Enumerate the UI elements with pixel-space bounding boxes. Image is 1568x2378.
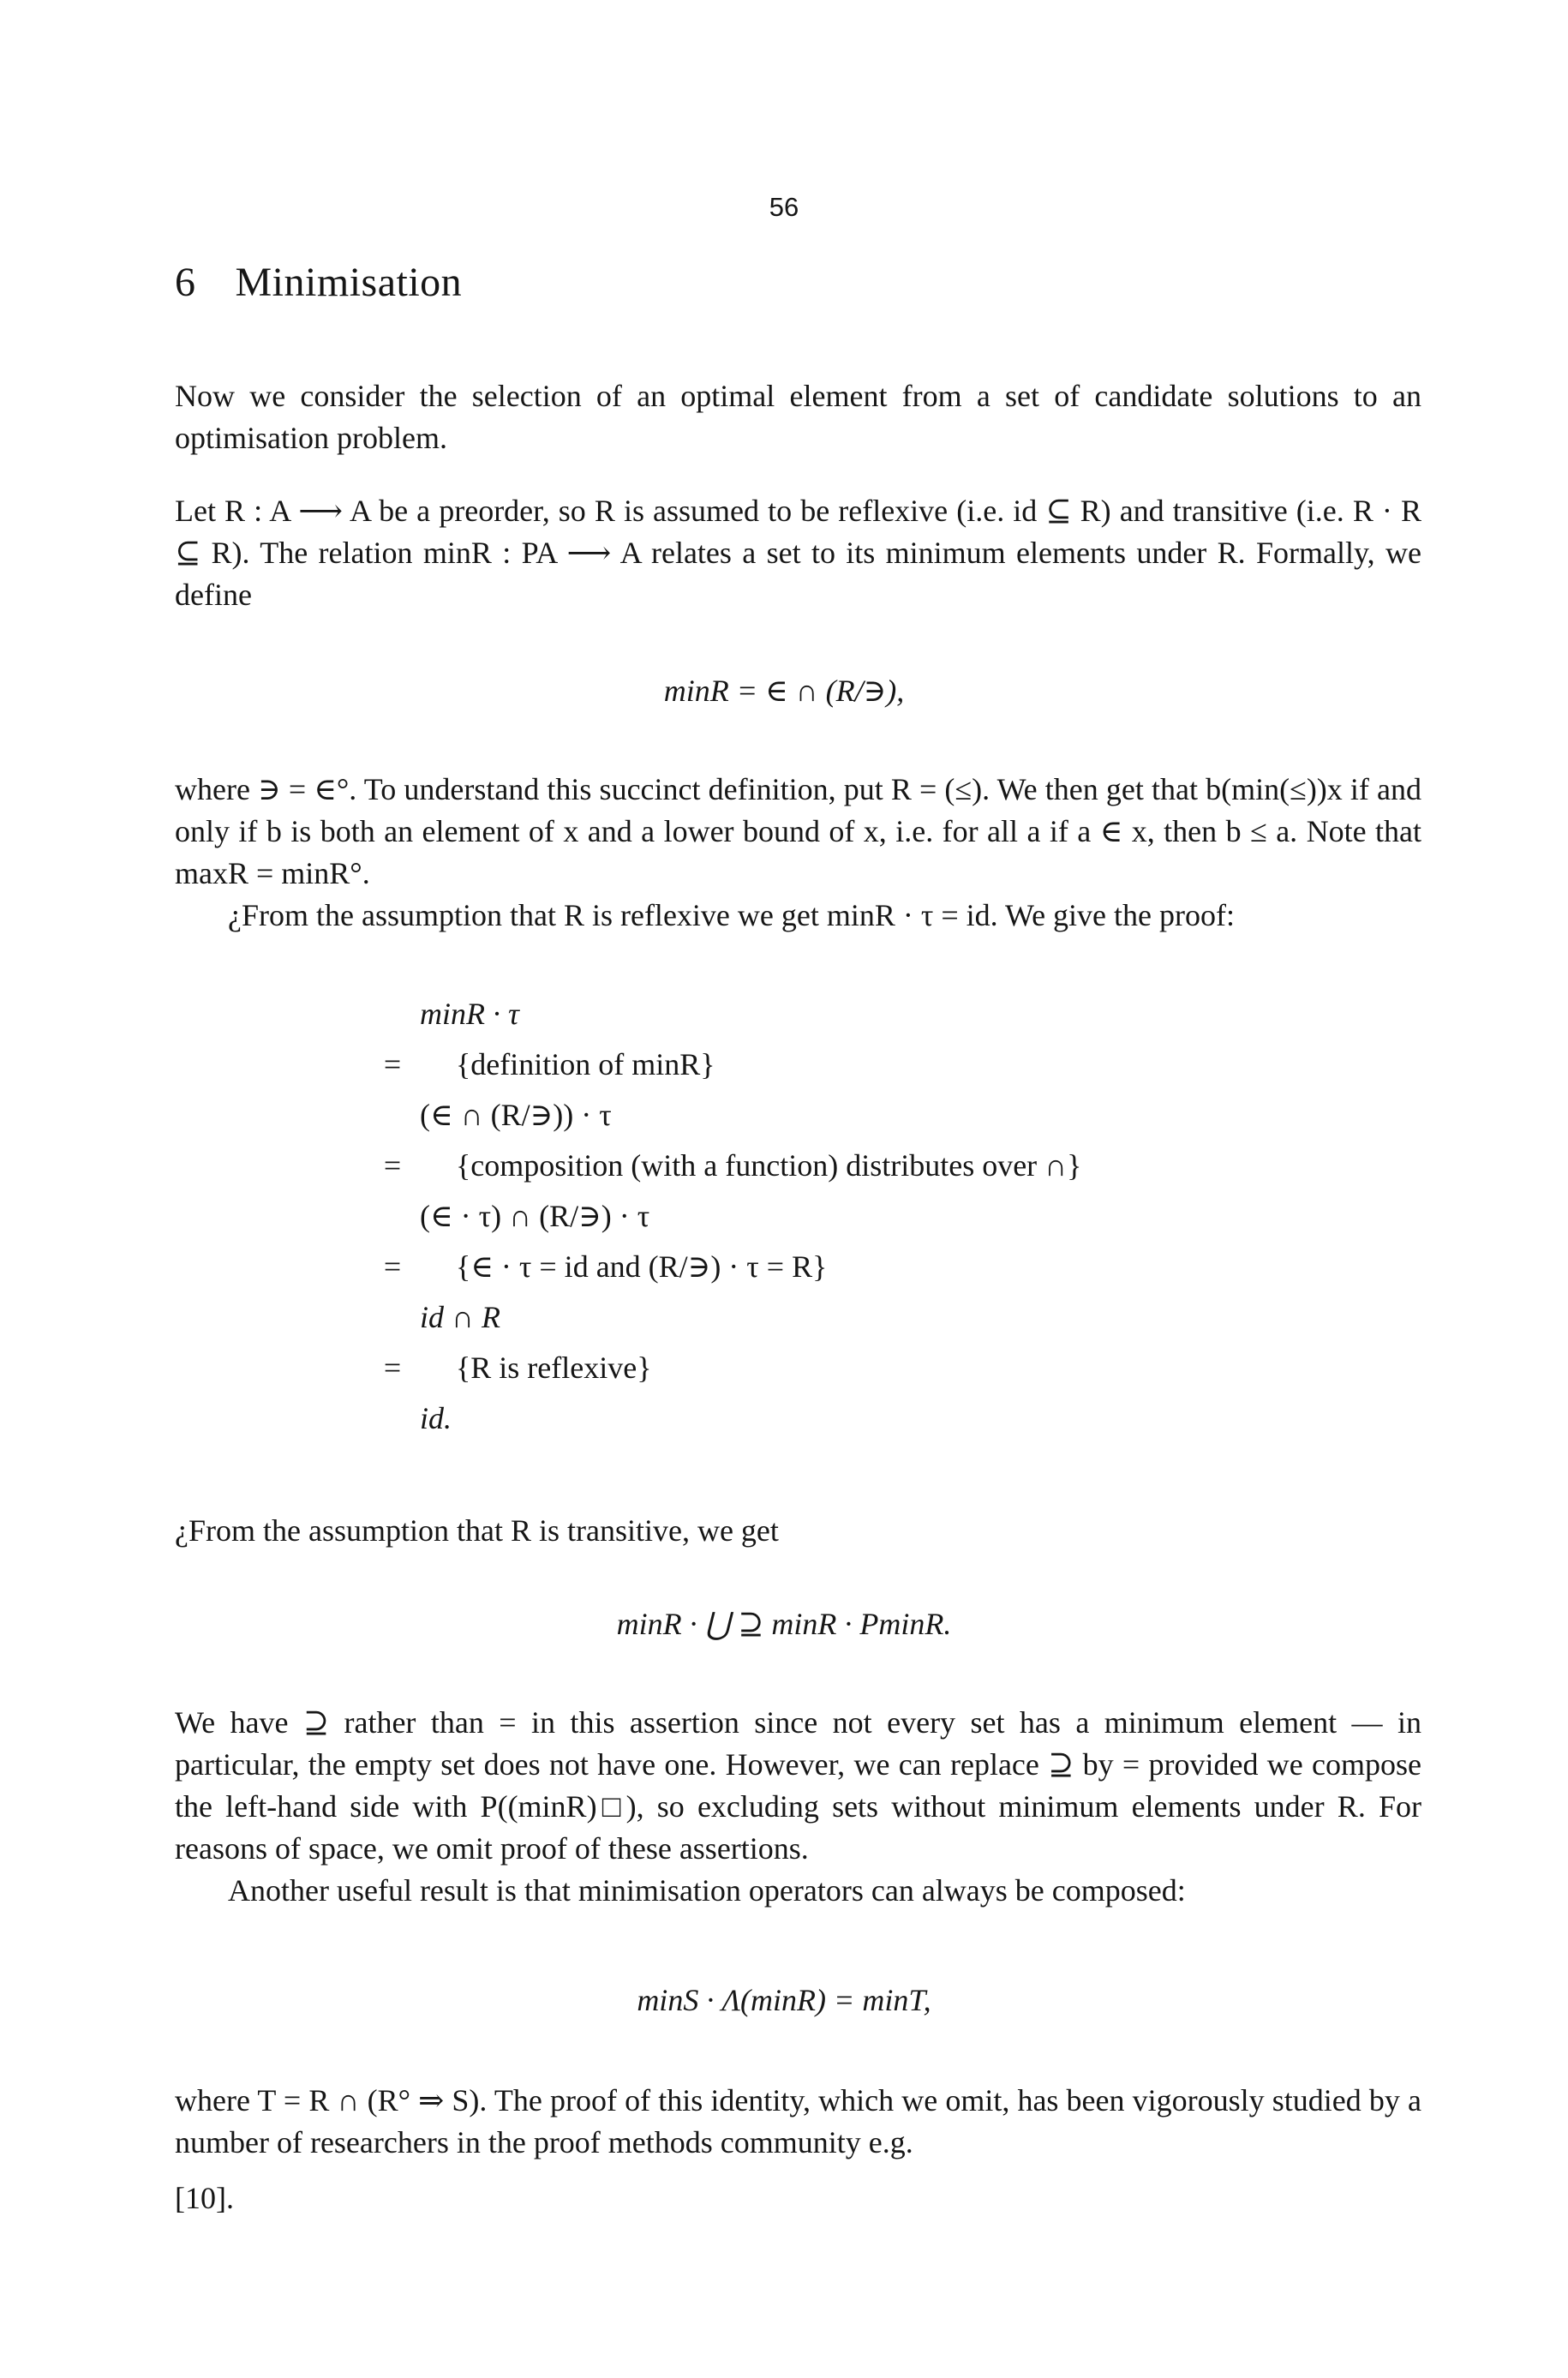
proof-expression: id. — [420, 1401, 452, 1435]
proof-expression: (∈ ∩ (R/∋)) · τ — [420, 1098, 612, 1132]
proof-hint: {definition of minR} — [456, 1047, 715, 1081]
proof-expression: (∈ · τ) ∩ (R/∋) · τ — [420, 1199, 650, 1233]
proof-expression: minR · τ — [420, 997, 519, 1031]
citation-reference: [10]. — [175, 2181, 234, 2215]
equation-min-definition: minR = ∈ ∩ (R/∋), — [663, 674, 905, 708]
equation-transitive: minR · ⋃ ⊇ minR · PminR. — [616, 1607, 952, 1641]
paragraph-reflexive: ¿From the assumption that R is reflexive we get minR · τ = id. We give the proof: — [228, 898, 1235, 932]
proof-operator: = — [383, 1148, 402, 1183]
proof-hint: {∈ · τ = id and (R/∋) · τ = R} — [456, 1249, 828, 1284]
paragraph-intro: Now we consider the selection of an optimal element from a set of candidate solutions to an optimisation problem. — [175, 379, 1421, 455]
proof-operator: = — [383, 1351, 402, 1385]
proof-operator: = — [383, 1249, 402, 1284]
page-number: 56 — [769, 192, 799, 222]
paragraph-composed: Another useful result is that minimisation operators can always be composed: — [228, 1873, 1186, 1908]
paragraph-identity: where T = R ∩ (R° ⇒ S). The proof of this identity, which we omit, has been vigorously studied by a number of researchers in the proof methods community e.g. — [175, 2083, 1421, 2159]
section-heading — [175, 259, 462, 306]
proof-hint: {composition (with a function) distributes over ∩} — [456, 1148, 1082, 1183]
paragraph-transitive: ¿From the assumption that R is transitive, we get — [175, 1513, 779, 1548]
section-title: Minimisation — [235, 260, 463, 305]
paragraph-preorder: Let R : A ⟶ A be a preorder, so R is assumed to be reflexive (i.e. id ⊆ R) and transitive (i.e. R · R ⊆ R). The relation minR : PA ⟶ A relates a set to its minimum elements under R. Formally, we define — [175, 494, 1421, 612]
paragraph-superset: We have ⊇ rather than = in this assertion since not every set has a minimum element — in particular, the empty set does not have one. However, we can replace ⊇ by = provided we compose the left-hand side with P((minR)□), so excluding sets without minimum elements under R. For reasons of space, we omit proof of these assertions. — [175, 1705, 1421, 1866]
proof-hint: {R is reflexive} — [456, 1351, 652, 1385]
section-number: 6 — [175, 260, 196, 305]
proof-expression: id ∩ R — [420, 1300, 500, 1334]
equation-compose: minS · Λ(minR) = minT, — [637, 1983, 931, 2017]
paragraph-where: where ∋ = ∈°. To understand this succinct definition, put R = (≤). We then get that b(min(≤))x if and only if b is both an element of x and a lower bound of x, i.e. for all a if a ∈ x, then b ≤ a. Note that maxR = minR°. — [175, 772, 1421, 890]
proof-operator: = — [383, 1047, 402, 1081]
